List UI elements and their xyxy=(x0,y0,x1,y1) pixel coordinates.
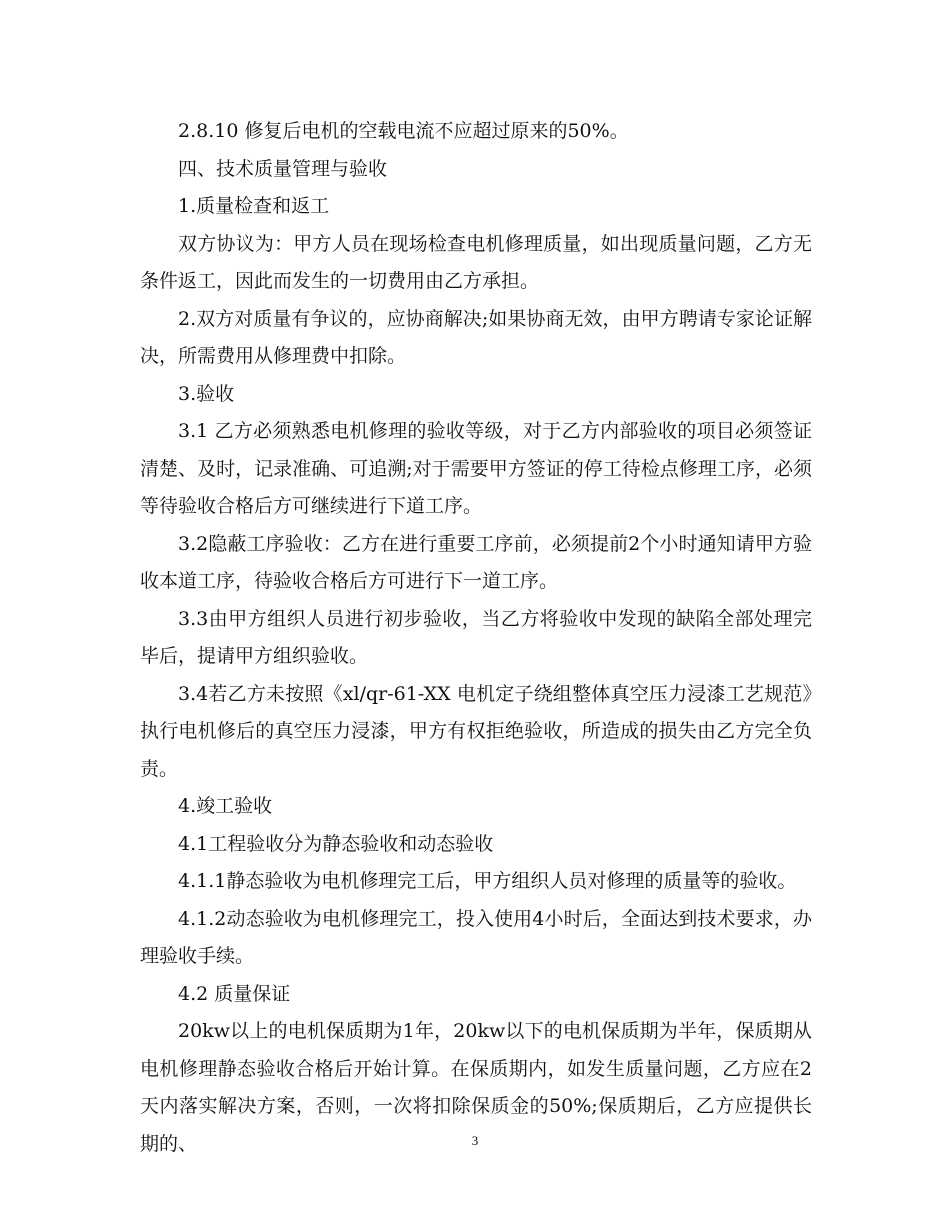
paragraph-3-4: 3.4若乙方未按照《xl/qr-61-XX 电机定子绕组整体真空压力浸漆工艺规范》执行电机修后的真空压力浸漆，甲方有权拒绝验收，所造成的损失由乙方完全负责。 xyxy=(140,682,812,780)
paragraph-3-3: 3.3由甲方组织人员进行初步验收，当乙方将验收中发现的缺陷全部处理完毕后，提请甲方组织验收。 xyxy=(140,607,812,667)
paragraph-2-8-10: 2.8.10 修复后电机的空载电流不应超过原来的50%。 xyxy=(178,120,629,142)
heading-quality-guarantee: 4.2 质量保证 xyxy=(178,982,291,1005)
paragraph-warranty: 20kw以上的电机保质期为1年，20kw以下的电机保质期为半年，保质期从电机修理静态验收合格后开始计算。在保质期内，如发生质量问题，乙方应在2天内落实解决方案，否则，一次将扣除保质金的50%;保质期后，乙方应提供长期的、 xyxy=(140,1020,812,1155)
section-heading-quality-management: 四、技术质量管理与验收 xyxy=(178,157,388,180)
heading-quality-check-rework: 1.质量检查和返工 xyxy=(178,195,330,217)
document-body xyxy=(140,113,812,1163)
heading-completion-acceptance: 4.竣工验收 xyxy=(178,795,273,817)
paragraph-4-1-1: 4.1.1静态验收为电机修理完工后，甲方组织人员对修理的质量等的验收。 xyxy=(178,870,797,892)
paragraph-3-1: 3.1 乙方必须熟悉电机修理的验收等级，对于乙方内部验收的项目必须签证清楚、及时，记录准确、可追溯;对于需要甲方签证的停工待检点修理工序，必须等待验收合格后方可继续进行下道工序。 xyxy=(140,420,812,517)
page-number: 3 xyxy=(471,1133,479,1148)
paragraph-agreement: 双方协议为：甲方人员在现场检查电机修理质量，如出现质量问题，乙方无条件返工，因此而发生的一切费用由乙方承担。 xyxy=(140,232,812,292)
paragraph-3-2: 3.2隐蔽工序验收：乙方在进行重要工序前，必须提前2个小时通知请甲方验收本道工序，待验收合格后方可进行下一道工序。 xyxy=(140,532,812,592)
paragraph-dispute: 2.双方对质量有争议的，应协商解决;如果协商无效，由甲方聘请专家论证解决，所需费用从修理费中扣除。 xyxy=(140,307,812,367)
paragraph-4-1-2: 4.1.2动态验收为电机修理完工，投入使用4小时后，全面达到技术要求，办理验收手续。 xyxy=(140,907,812,967)
heading-acceptance: 3.验收 xyxy=(178,382,235,405)
paragraph-4-1: 4.1工程验收分为静态验收和动态验收 xyxy=(178,832,494,855)
